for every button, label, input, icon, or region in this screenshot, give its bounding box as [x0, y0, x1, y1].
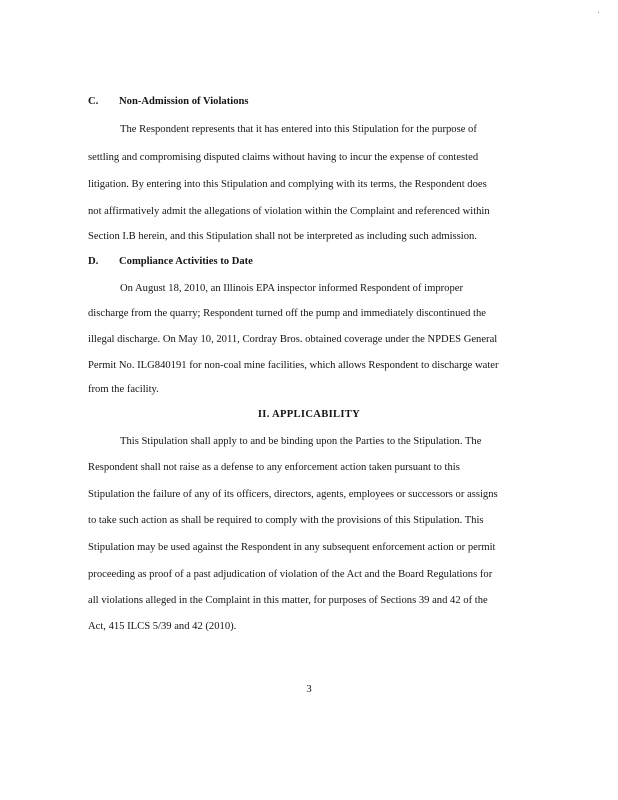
section-ii-heading: II. APPLICABILITY	[257, 409, 361, 420]
page-number: 3	[306, 684, 312, 695]
section-c-heading	[88, 96, 249, 107]
section-ii-line-3: Stipulation the failure of any of its officers, directors, agents, employees or successors or assigns	[88, 489, 498, 500]
section-c-line-3: litigation. By entering into this Stipulation and complying with its terms, the Respondent does	[88, 179, 487, 190]
section-c-title: Non-Admission of Violations	[119, 96, 249, 107]
section-ii-line-6: proceeding as proof of a past adjudication of violation of the Act and the Board Regulations for	[88, 569, 493, 580]
section-c-line-2: settling and compromising disputed claims without having to incur the expense of contested	[88, 152, 479, 163]
scan-speck	[598, 12, 599, 13]
section-d-line-3: illegal discharge. On May 10, 2011, Cordray Bros. obtained coverage under the NPDES General	[88, 334, 498, 345]
section-d-heading	[88, 256, 253, 267]
section-c-line-5: Section I.B herein, and this Stipulation shall not be interpreted as including such admission.	[88, 231, 477, 242]
section-ii-line-1: This Stipulation shall apply to and be binding upon the Parties to the Stipulation. The	[120, 436, 482, 447]
section-ii-line-7: all violations alleged in the Complaint in this matter, for purposes of Sections 39 and 42 of the	[88, 595, 488, 606]
section-c-line-4: not affirmatively admit the allegations of violation within the Complaint and referenced within	[88, 206, 490, 217]
section-d-number: D.	[88, 256, 99, 267]
section-c-number: C.	[88, 96, 99, 107]
section-ii-line-8: Act, 415 ILCS 5/39 and 42 (2010).	[88, 621, 237, 632]
section-d-title: Compliance Activities to Date	[119, 256, 253, 267]
section-ii-line-5: Stipulation may be used against the Respondent in any subsequent enforcement action or permit	[88, 542, 496, 553]
section-d-line-1: On August 18, 2010, an Illinois EPA inspector informed Respondent of improper	[120, 283, 463, 294]
section-d-line-4: Permit No. ILG840191 for non-coal mine facilities, which allows Respondent to discharge water	[88, 360, 499, 371]
section-d-line-2: discharge from the quarry; Respondent turned off the pump and immediately discontinued the	[88, 308, 486, 319]
section-ii-line-4: to take such action as shall be required to comply with the provisions of this Stipulation. This	[88, 515, 484, 526]
section-d-line-5: from the facility.	[88, 384, 159, 395]
section-c-line-1: The Respondent represents that it has entered into this Stipulation for the purpose of	[120, 124, 477, 135]
section-ii-line-2: Respondent shall not raise as a defense to any enforcement action taken pursuant to this	[88, 462, 460, 473]
